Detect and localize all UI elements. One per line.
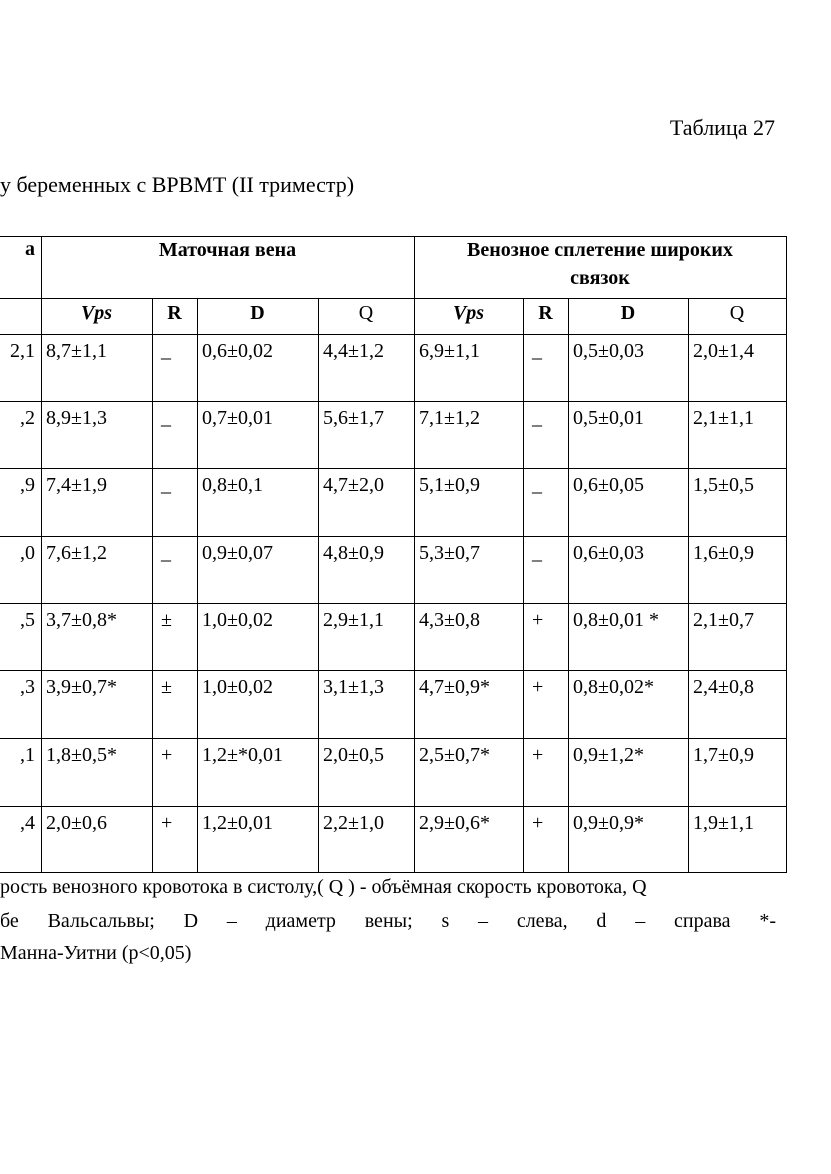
note-word: Вальсальвы;: [47, 910, 155, 932]
table-cell-partial: [0, 744, 39, 772]
table-cell-p-vps: 2,9±0,6*: [419, 812, 490, 834]
note-word: –: [226, 910, 237, 932]
table-cell-partial: [0, 542, 39, 570]
table-cell-p-r: _: [532, 542, 542, 564]
table-cell-p-r: _: [532, 474, 542, 496]
table-column-rule: [414, 236, 415, 873]
table-rule: [0, 738, 787, 739]
note-word: d: [596, 910, 607, 932]
subheader-p-d: D: [620, 302, 636, 324]
table-cell-partial-text: ,5: [20, 609, 35, 631]
table-cell-u-d: 1,2±0,01: [202, 812, 273, 834]
table-rule: [0, 401, 787, 402]
table-cell-partial-text: ,1: [20, 744, 35, 766]
table-cell-u-q: 2,2±1,0: [323, 812, 384, 834]
table-cell-partial: [0, 474, 39, 502]
table-cell-u-r: _: [161, 542, 171, 564]
table-cell-p-q: 1,5±0,5: [693, 474, 754, 496]
table-cell-u-d: 1,0±0,02: [202, 609, 273, 631]
subheader-p-vps: Vps: [452, 302, 485, 324]
table-column-rule: [523, 298, 524, 873]
note-word: слева,: [516, 910, 568, 932]
table-cell-u-q: 2,9±1,1: [323, 609, 384, 631]
table-column-rule: [197, 298, 198, 873]
note-word: –: [635, 910, 646, 932]
group-header-plexus: Венозное сплетение широких: [467, 239, 733, 261]
table-cell-u-d: 0,8±0,1: [202, 474, 263, 496]
table-cell-p-q: 2,1±1,1: [693, 407, 754, 429]
subheader-u-d: D: [250, 302, 265, 324]
table-cell-u-d: 0,9±0,07: [202, 542, 273, 564]
table-caption: у беременных с ВРВМТ (II триместр): [0, 172, 355, 197]
table-rule: [0, 468, 787, 469]
table-cell-u-d: 0,6±0,02: [202, 340, 273, 362]
table-column-rule: [318, 298, 319, 873]
table-cell-p-d: 0,8±0,02*: [573, 676, 654, 698]
note-line-1: рость венозного кровотока в систолу,( Q ) - объёмная скорость кровотока, Q: [0, 876, 647, 898]
table-column-rule: [786, 236, 787, 873]
table-cell-p-r: +: [532, 744, 544, 766]
note-word: диаметр: [265, 910, 336, 932]
partial-header: [0, 238, 39, 298]
table-rule: [0, 670, 787, 671]
table-cell-u-r: +: [161, 744, 173, 766]
note-line-3: Манна-Уитни (р<0,05): [0, 942, 192, 964]
table-cell-u-vps: 2,0±0,6: [46, 812, 107, 834]
table-cell-u-vps: 7,6±1,2: [46, 542, 107, 564]
table-column-rule: [568, 298, 569, 873]
table-rule: [0, 298, 787, 299]
table-cell-u-q: 4,4±1,2: [323, 340, 384, 362]
table-cell-p-vps: 7,1±1,2: [419, 407, 480, 429]
table-cell-p-q: 1,9±1,1: [693, 812, 754, 834]
table-cell-u-q: 4,7±2,0: [323, 474, 384, 496]
table-cell-partial: [0, 812, 39, 840]
table-cell-u-vps: 8,7±1,1: [46, 340, 107, 362]
table-cell-u-r: _: [161, 407, 171, 429]
table-cell-p-r: +: [532, 609, 544, 631]
table-cell-u-vps: 1,8±0,5*: [46, 744, 117, 766]
table-cell-partial-text: ,0: [20, 542, 35, 564]
table-cell-u-r: ±: [161, 676, 172, 698]
table-cell-u-q: 2,0±0,5: [323, 744, 384, 766]
table-cell-partial-text: ,4: [20, 812, 35, 834]
table-cell-p-q: 2,4±0,8: [693, 676, 754, 698]
table-cell-u-d: 0,7±0,01: [202, 407, 273, 429]
table-cell-p-vps: 5,1±0,9: [419, 474, 480, 496]
table-cell-u-vps: 3,9±0,7*: [46, 676, 117, 698]
table-cell-u-vps: 8,9±1,3: [46, 407, 107, 429]
group-header-uterine-vein: Маточная вена: [158, 239, 297, 261]
note-line-2: [0, 910, 776, 933]
table-cell-p-d: 0,8±0,01 *: [573, 609, 659, 631]
table-cell-p-vps: 4,7±0,9*: [419, 676, 490, 698]
table-cell-u-q: 5,6±1,7: [323, 407, 384, 429]
table-cell-p-d: 0,5±0,03: [573, 340, 644, 362]
table-cell-p-r: _: [532, 340, 542, 362]
table-cell-p-d: 0,6±0,05: [573, 474, 644, 496]
table-cell-p-vps: 4,3±0,8: [419, 609, 480, 631]
table-cell-p-q: 1,7±0,9: [693, 744, 754, 766]
table-rule: [0, 334, 787, 335]
table-cell-partial: [0, 609, 39, 637]
table-column-rule: [688, 298, 689, 873]
table-cell-p-vps: 5,3±0,7: [419, 542, 480, 564]
table-cell-u-d: 1,0±0,02: [202, 676, 273, 698]
table-rule: [0, 603, 787, 604]
group-header-plexus-line2: связок: [570, 267, 630, 289]
table-cell-u-r: _: [161, 474, 171, 496]
subheader-p-q: Q: [729, 302, 745, 324]
table-rule: [0, 806, 787, 807]
table-cell-p-vps: 2,5±0,7*: [419, 744, 490, 766]
table-cell-partial: [0, 340, 39, 368]
note-word: –: [478, 910, 489, 932]
note-word: вены;: [364, 910, 413, 932]
table-cell-p-r: _: [532, 407, 542, 429]
table-cell-partial: [0, 407, 39, 435]
note-word: s: [441, 910, 450, 932]
table-cell-u-d: 1,2±*0,01: [202, 744, 283, 766]
table-cell-u-r: ±: [161, 609, 172, 631]
table-cell-partial-text: ,9: [20, 474, 35, 496]
subheader-u-vps: Vps: [80, 302, 113, 324]
table-cell-u-vps: 7,4±1,9: [46, 474, 107, 496]
table-cell-u-r: +: [161, 812, 173, 834]
note-word: бе: [0, 910, 19, 932]
partial-header-text: а: [25, 238, 35, 260]
table-cell-u-q: 3,1±1,3: [323, 676, 384, 698]
table-border-top: [0, 236, 787, 237]
table-cell-p-q: 2,0±1,4: [693, 340, 754, 362]
table-column-rule: [41, 236, 42, 873]
table-cell-p-r: +: [532, 676, 544, 698]
table-cell-p-d: 0,5±0,01: [573, 407, 644, 429]
note-word: D: [183, 910, 199, 932]
subheader-u-q: Q: [358, 302, 374, 324]
table-cell-p-q: 1,6±0,9: [693, 542, 754, 564]
table-rule: [0, 872, 787, 873]
table-cell-p-r: +: [532, 812, 544, 834]
table-cell-p-d: 0,9±0,9*: [573, 812, 644, 834]
table-cell-u-r: _: [161, 340, 171, 362]
subheader-p-r: R: [538, 302, 553, 324]
table-rule: [0, 536, 787, 537]
table-cell-partial: [0, 676, 39, 704]
note-word: справа: [674, 910, 731, 932]
table-cell-partial-text: ,3: [20, 676, 35, 698]
table-cell-p-q: 2,1±0,7: [693, 609, 754, 631]
table-cell-partial-text: 2,1: [10, 340, 35, 362]
table-cell-u-q: 4,8±0,9: [323, 542, 384, 564]
table-cell-p-vps: 6,9±1,1: [419, 340, 480, 362]
note-word: *-: [759, 910, 776, 932]
table-column-rule: [152, 298, 153, 873]
table-cell-u-vps: 3,7±0,8*: [46, 609, 117, 631]
table-cell-partial-text: ,2: [20, 407, 35, 429]
table-cell-p-d: 0,9±1,2*: [573, 744, 644, 766]
subheader-u-r: R: [167, 302, 182, 324]
page-label: Таблица 27: [669, 115, 775, 140]
table-cell-p-d: 0,6±0,03: [573, 542, 644, 564]
